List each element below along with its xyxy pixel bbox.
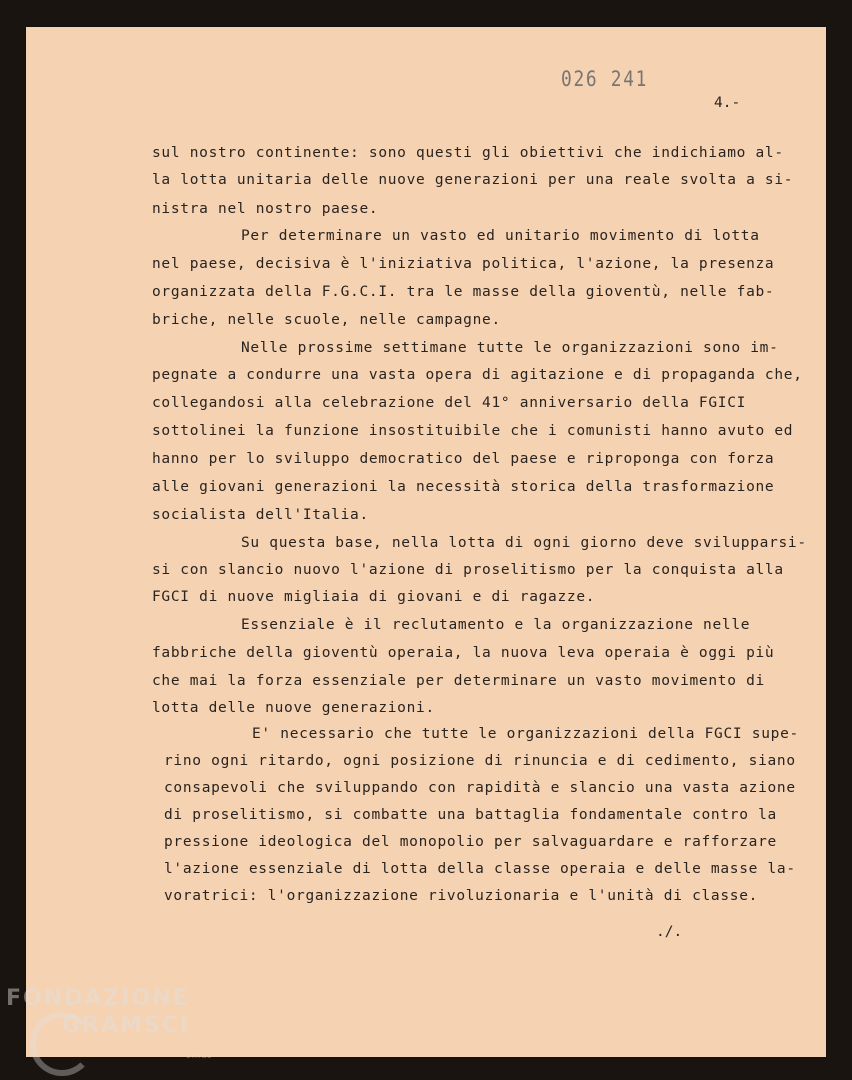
text-line: nistra nel nostro paese.	[152, 201, 379, 217]
text-line: l'azione essenziale di lotta della classe operaia e delle masse la-	[164, 861, 796, 877]
text-line: rino ogni ritardo, ogni posizione di rinuncia e di cedimento, siano	[164, 753, 796, 769]
text-line: fabbriche della gioventù operaia, la nuova leva operaia è oggi più	[152, 645, 775, 661]
document-page	[26, 27, 826, 1057]
text-line: briche, nelle scuole, nelle campagne.	[152, 312, 501, 328]
closing-mark: ./.	[656, 924, 683, 940]
text-line: consapevoli che sviluppando con rapidità e slancio una vasta azione	[164, 780, 796, 796]
text-line: alle giovani generazioni la necessità storica della trasformazione	[152, 479, 775, 495]
text-line: la lotta unitaria delle nuove generazioni per una reale svolta a si-	[152, 172, 794, 188]
text-line: socialista dell'Italia.	[152, 507, 369, 523]
text-line: hanno per lo sviluppo democratico del paese e riproponga con forza	[152, 451, 775, 467]
text-line: sul nostro continente: sono questi gli obiettivi che indichiamo al-	[152, 145, 784, 161]
watermark-line2: GRAMSCI	[62, 1013, 191, 1038]
text-line: collegandosi alla celebrazione del 41° anniversario della FGICI	[152, 395, 747, 411]
text-line: Su questa base, nella lotta di ogni giorno deve svilupparsi-	[241, 535, 807, 551]
text-line: si con slancio nuovo l'azione di proselitismo per la conquista alla	[152, 562, 784, 578]
text-line: di proselitismo, si combatte una battaglia fondamentale contro la	[164, 807, 777, 823]
watermark-line1: FONDAZIONE	[6, 986, 190, 1011]
text-line: sottolinei la funzione insostituibile che i comunisti hanno avuto ed	[152, 423, 794, 439]
text-line: Per determinare un vasto ed unitario movimento di lotta	[241, 228, 760, 244]
text-line: che mai la forza essenziale per determinare un vasto movimento di	[152, 673, 765, 689]
watermark	[6, 985, 213, 1060]
text-line: Nelle prossime settimane tutte le organizzazioni sono im-	[241, 340, 779, 356]
text-line: FGCI di nuove migliaia di giovani e di ragazze.	[152, 589, 596, 605]
text-line: organizzata della F.G.C.I. tra le masse della gioventù, nelle fab-	[152, 284, 775, 300]
text-line: voratrici: l'organizzazione rivoluzionaria e l'unità di classe.	[164, 888, 759, 904]
archive-number: 026 241	[561, 67, 649, 91]
text-line: Essenziale è il reclutamento e la organizzazione nelle	[241, 617, 751, 633]
text-line: pressione ideologica del monopolio per salvaguardare e rafforzare	[164, 834, 777, 850]
text-line: nel paese, decisiva è l'iniziativa politica, l'azione, la presenza	[152, 256, 775, 272]
text-line: pegnate a condurre una vasta opera di agitazione e di propaganda che,	[152, 367, 803, 383]
page-number: 4.-	[714, 95, 741, 111]
watermark-sub: onlus	[186, 1051, 213, 1060]
text-line: E' necessario che tutte le organizzazioni della FGCI supe-	[252, 726, 799, 742]
text-line: lotta delle nuove generazioni.	[152, 700, 435, 716]
